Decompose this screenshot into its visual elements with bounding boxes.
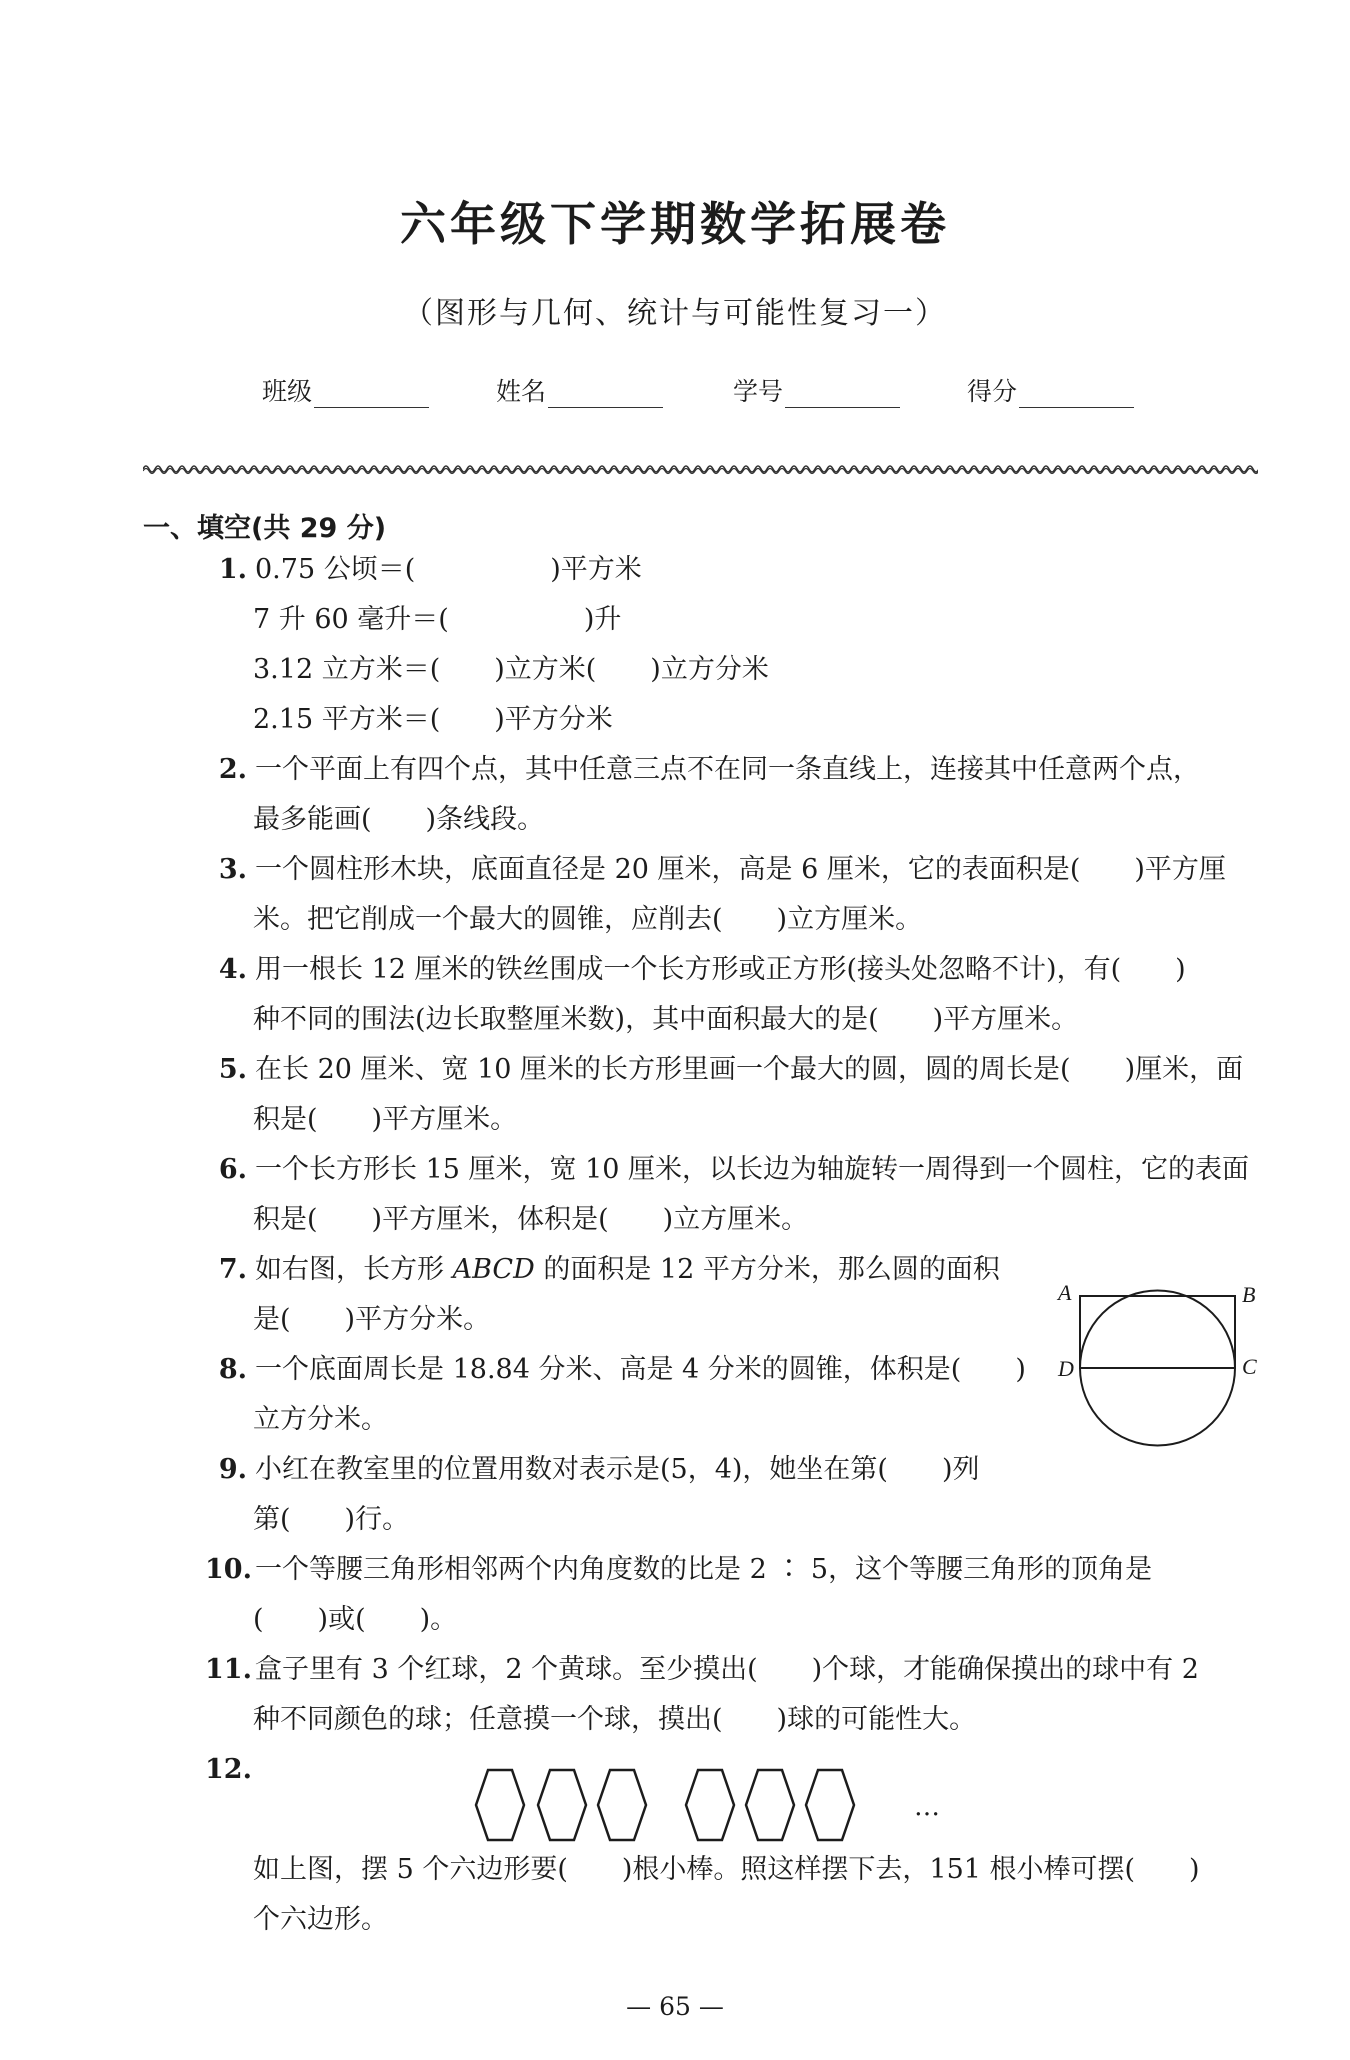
section-heading: 一、填空(共 29 分) [143, 513, 387, 544]
rectangle-circle-figure [1050, 1270, 1280, 1480]
question-12-line-2: 个六边形。 [253, 1904, 388, 1935]
label-d: D [1058, 1356, 1074, 1381]
question-6: 6. 一个长方形长 15 厘米，宽 10 厘米，以长边为轴旋转一周得到一个圆柱，它的表面 [218, 1154, 1250, 1185]
question-8-line-2: 立方分米。 [253, 1404, 388, 1435]
question-10: 10. 一个等腰三角形相邻两个内角度数的比是 2 ∶ 5，这个等腰三角形的顶角是 [205, 1554, 1153, 1585]
question-12-line-1: 如上图，摆 5 个六边形要( )根小棒。照这样摆下去，151 根小棒可摆( ) [253, 1854, 1200, 1885]
hexagon-group-2-cell-1 [538, 1770, 586, 1840]
hexagon-group-3-cell-2 [746, 1770, 794, 1840]
hexagon-group-2-cell-2 [598, 1770, 646, 1840]
question-6-line-2: 积是( )平方厘米，体积是( )立方厘米。 [253, 1204, 809, 1235]
question-11-line-2: 种不同颜色的球；任意摸一个球，摸出( )球的可能性大。 [253, 1704, 977, 1735]
question-1-line-4: 2.15 平方米＝( )平方分米 [253, 704, 613, 735]
hexagon-pattern-figure [450, 1760, 950, 1850]
label-a: A [1058, 1280, 1072, 1305]
label-b: B [1242, 1282, 1256, 1307]
question-11: 11. 盒子里有 3 个红球，2 个黄球。至少摸出( )个球，才能确保摸出的球中有 2 [205, 1654, 1199, 1685]
info-class: 班级 [262, 372, 429, 408]
hexagon-group-3-cell-3 [806, 1770, 854, 1840]
question-9-line-2: 第( )行。 [253, 1504, 410, 1535]
name-blank[interactable] [548, 381, 663, 408]
question-9: 9. 小红在教室里的位置用数对表示是(5，4)，她坐在第( )列 [218, 1454, 980, 1485]
info-number: 学号 [733, 372, 900, 408]
info-name: 姓名 [496, 372, 663, 408]
question-1: 1. 0.75 公顷＝( )平方米 [218, 554, 642, 585]
label-c: C [1242, 1354, 1257, 1379]
rectangle-abcd [1080, 1296, 1235, 1368]
question-1-line-2: 7 升 60 毫升＝( )升 [253, 604, 622, 635]
number-blank[interactable] [785, 381, 900, 408]
question-5: 5. 在长 20 厘米、宽 10 厘米的长方形里画一个最大的圆，圆的周长是( )厘米，面 [218, 1054, 1244, 1085]
question-2-line-2: 最多能画( )条线段。 [253, 804, 545, 835]
question-5-line-2: 积是( )平方厘米。 [253, 1104, 518, 1135]
score-blank[interactable] [1019, 381, 1134, 408]
question-7: 7. 如右图，长方形 ABCD 的面积是 12 平方分米，那么圆的面积 [218, 1254, 1000, 1285]
question-4: 4. 用一根长 12 厘米的铁丝围成一个长方形或正方形(接头处忽略不计)，有( ) [218, 954, 1186, 985]
question-8: 8. 一个底面周长是 18.84 分米、高是 4 分米的圆锥，体积是( ) [218, 1354, 1026, 1385]
page-subtitle: （图形与几何、统计与可能性复习一） [403, 296, 947, 331]
question-3-line-2: 米。把它削成一个最大的圆锥，应削去( )立方厘米。 [253, 904, 923, 935]
question-4-line-2: 种不同的围法(边长取整厘米数)，其中面积最大的是( )平方厘米。 [253, 1004, 1079, 1035]
pattern-ellipsis: … [914, 1792, 940, 1822]
page-number: — 65 — [626, 1992, 724, 2021]
info-score: 得分 [967, 372, 1134, 408]
hexagon-group-3-cell-1 [686, 1770, 734, 1840]
question-12: 12. [205, 1754, 252, 1785]
page-title: 六年级下学期数学拓展卷 [400, 197, 950, 251]
question-2: 2. 一个平面上有四个点，其中任意三点不在同一条直线上，连接其中任意两个点， [218, 754, 1200, 785]
question-7-line-2: 是( )平方分米。 [253, 1304, 491, 1335]
hexagon-group-1 [476, 1770, 524, 1840]
question-3: 3. 一个圆柱形木块，底面直径是 20 厘米，高是 6 厘米，它的表面积是( )平方厘 [218, 854, 1226, 885]
wavy-divider [143, 462, 1258, 476]
question-10-line-2: ( )或( )。 [253, 1604, 458, 1635]
class-blank[interactable] [314, 381, 429, 408]
question-1-line-3: 3.12 立方米＝( )立方米( )立方分米 [253, 654, 769, 685]
